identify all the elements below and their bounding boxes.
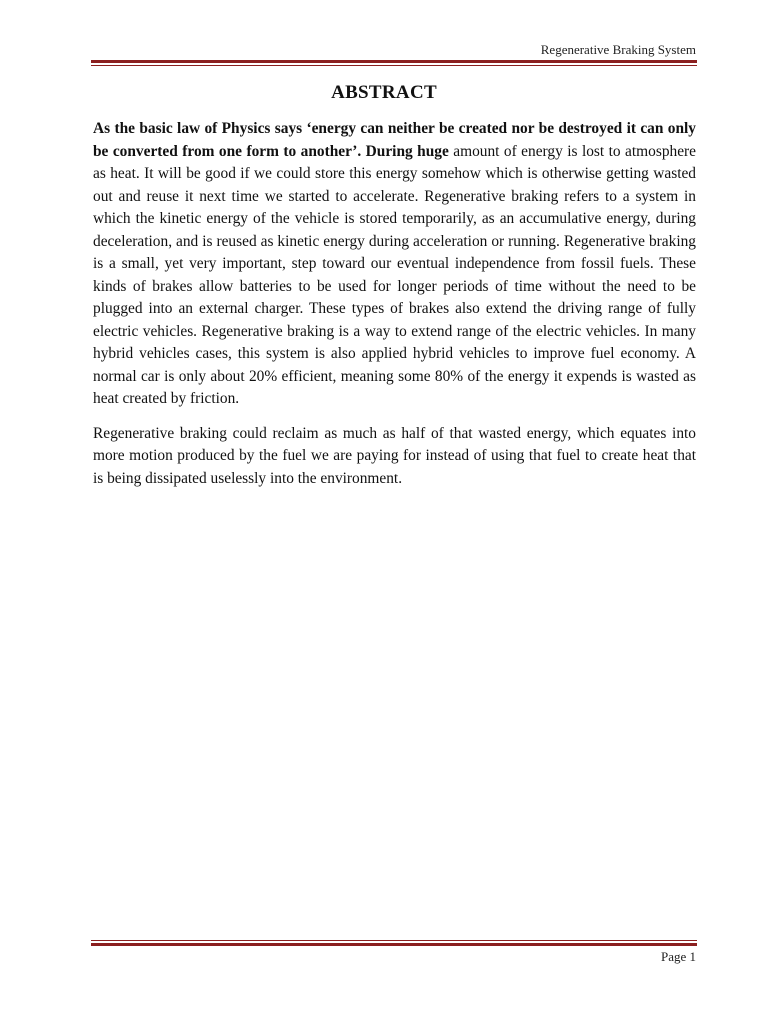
header-rule-thin [91,65,697,66]
header-rule-thick [91,60,697,63]
footer-rule-thick [91,943,697,946]
page-number: Page 1 [660,949,696,964]
header-title: Regenerative Braking System [540,42,696,57]
footer-rule-thin [91,940,697,941]
paragraph-1-bold-quote: As the basic law of Physics says ‘energy can neither be created nor be destroyed it can only be converted from one form to another’. During huge [93,120,696,160]
abstract-body [93,118,696,502]
paragraph-2: Regenerative braking could reclaim as much as half of that wasted energy, which equates into more motion produced by the fuel we are paying for instead of using that fuel to create heat that is being dissipated uselessly into the environment. [93,424,696,487]
paragraph-1 [93,118,696,411]
paragraph-1-text: amount of energy is lost to atmosphere as heat. It will be good if we could store this energy somehow which is otherwise getting wasted out and reuse it next time we started to accelerate. Regenerative braking refers to a system in which the kinetic energy of the vehicle is stored temporarily, as an accumulative energy, during deceleration, and is reused as kinetic energy during acceleration or running. Regenerative braking is a small, yet very important, step toward our eventual independence from fossil fuels. These kinds of brakes allow batteries to be used for longer periods of time without the need to be plugged into an external charger. These types of brakes also extend the driving range of fully electric vehicles. Regenerative braking is a way to extend range of the electric vehicles. In many hybrid vehicles cases, this system is also applied hybrid vehicles to improve fuel economy. A normal car is only about 20% efficient, meaning some 80% of the energy it expends is wasted as heat created by friction. [93,142,696,407]
abstract-heading: ABSTRACT [331,82,437,103]
